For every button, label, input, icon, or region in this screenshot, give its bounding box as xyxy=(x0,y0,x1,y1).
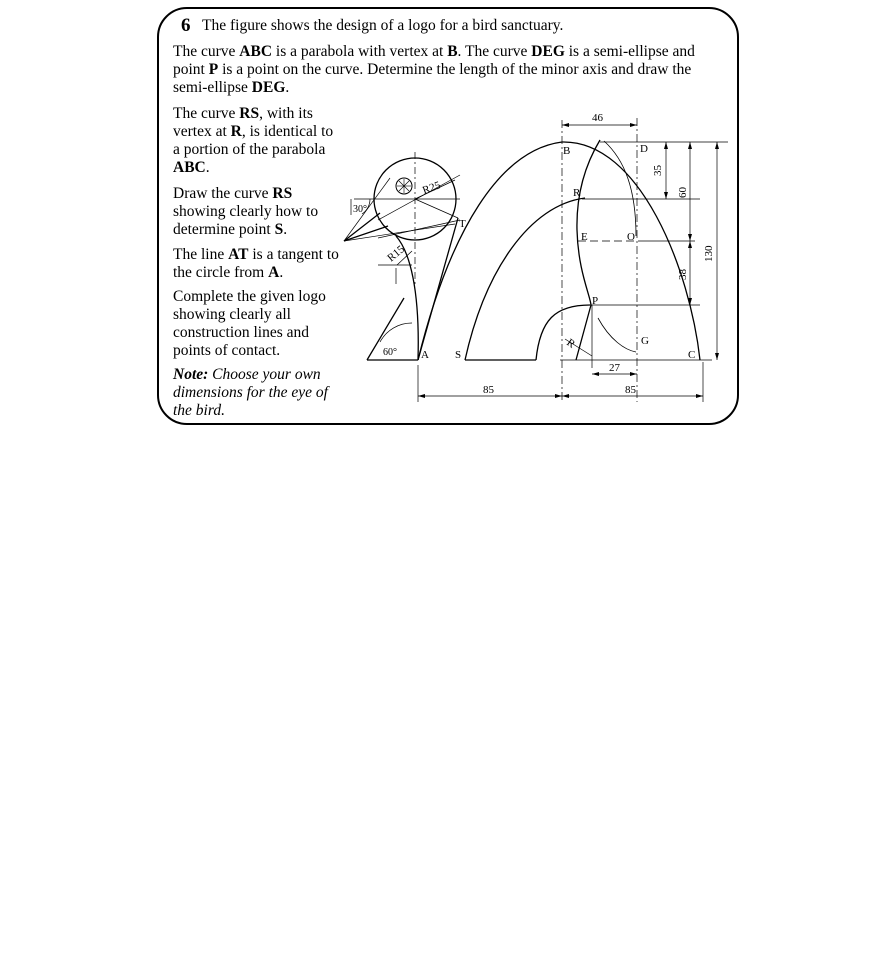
ellipse-continuation xyxy=(598,318,636,352)
dim-38-label: 38 xyxy=(677,269,689,280)
base-r-arc xyxy=(536,305,590,360)
dim-35-label: 35 xyxy=(652,165,664,176)
r25-label: R25 xyxy=(420,179,443,197)
r15-label: R15 xyxy=(385,243,407,265)
label-c: C xyxy=(688,349,696,361)
label-a: A xyxy=(421,349,429,361)
dim-60-label: 60 xyxy=(677,187,689,198)
angle-30-label: 30° xyxy=(353,204,367,215)
note: Note: Choose your own dimensions for the eye of the bird. xyxy=(173,366,328,419)
radius-to-t xyxy=(415,199,458,218)
beak xyxy=(344,213,388,241)
paragraph-draw-rs: Draw the curve RS showing clearly how to determine point S. xyxy=(173,185,319,238)
angle-60-arc xyxy=(380,323,412,342)
dimension-labels xyxy=(353,112,715,396)
label-g: G xyxy=(641,335,649,347)
label-r: R xyxy=(573,187,581,199)
label-d: D xyxy=(640,143,648,155)
paragraph-tangent-at: The line AT is a tangent to the circle from A. xyxy=(173,246,339,281)
curve-rs xyxy=(465,198,585,360)
dim-27-label: 27 xyxy=(609,362,620,374)
label-s: S xyxy=(455,349,462,361)
dim-46-label: 46 xyxy=(592,112,603,124)
dim-85-right-label: 85 xyxy=(625,384,636,396)
dim-85-left-label: 85 xyxy=(483,384,494,396)
angle-60-label: 60° xyxy=(383,347,397,358)
ellipse-upper xyxy=(604,141,636,236)
question-title: The figure shows the design of a logo for a bird sanctuary. xyxy=(202,17,564,34)
question-number: 6 xyxy=(181,15,191,36)
label-e: E xyxy=(581,231,588,243)
paragraph-curve-rs: The curve RS, with its vertex at R, is identical to a portion of the parabola ABC. xyxy=(173,105,334,176)
dim-130-label: 130 xyxy=(703,245,715,262)
paragraph-complete-logo: Complete the given logo showing clearly all construction lines and points of contact. xyxy=(173,288,326,359)
semi-ellipse-deg xyxy=(576,140,600,360)
dimension-arrows xyxy=(418,123,719,398)
r-label: R xyxy=(564,336,578,351)
label-p: P xyxy=(592,295,599,307)
construction-line xyxy=(378,220,460,238)
label-o: O xyxy=(627,231,635,243)
label-b: B xyxy=(563,145,571,157)
label-t: T xyxy=(459,218,466,230)
question-intro: The curve ABC is a parabola with vertex at B. The curve DEG is a semi-ellipse and point P is a point on the curve. Determine the length of the minor axis and draw the semi-ellipse DEG. xyxy=(173,43,695,96)
